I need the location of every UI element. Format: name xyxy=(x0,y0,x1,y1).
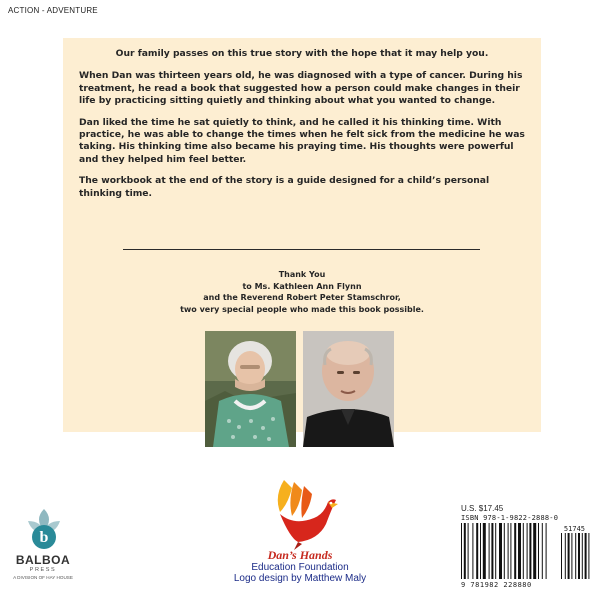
barcode-bar xyxy=(523,523,524,579)
isbn-text: ISBN 978-1-9822-2888-0 xyxy=(461,514,559,522)
barcode-bar xyxy=(461,523,462,579)
story-paragraph-3: The workbook at the end of the story is a guide designed for a child’s personal thinking time. xyxy=(79,175,490,199)
barcode-graphic xyxy=(461,523,593,581)
barcode-bar xyxy=(468,523,469,579)
barcode-addon-bar xyxy=(582,533,583,579)
barcode-addon-bar xyxy=(578,533,580,579)
foundation-subtitle: Education Foundation xyxy=(251,562,349,573)
barcode-bar xyxy=(510,523,511,579)
price-label: U.S. $17.45 xyxy=(461,504,504,513)
barcode-addon-bar xyxy=(588,533,589,579)
barcode-bar xyxy=(533,523,536,579)
barcode-addon-bar xyxy=(568,533,570,579)
back-cover-panel xyxy=(63,38,541,432)
story-intro: Our family passes on this true story with the hope that it may help you. xyxy=(115,48,489,59)
publisher-name: BALBOA xyxy=(15,553,71,567)
barcode-bar xyxy=(464,523,466,579)
acknowledgements xyxy=(63,269,541,315)
dans-hands-bird-logo xyxy=(254,478,358,552)
svg-text:51745: 51745 xyxy=(563,525,585,533)
genre-label: ACTION - ADVENTURE xyxy=(8,6,98,15)
foundation-title: Dan’s Hands xyxy=(267,548,333,562)
story-paragraph-1: When Dan was thirteen years old, he was diagnosed with a type of cancer. During his treatment, he read a book that suggested how a person could make changes in their life by practicing sitting quietly and thinking about what you wanted to change. xyxy=(79,70,523,107)
thanks-line-3: and the Reverend Robert Peter Stamschror, xyxy=(203,293,401,302)
photo-kathleen-flynn xyxy=(205,331,296,447)
thanks-line-1: Thank You xyxy=(278,270,326,279)
foundation-subtitle-block xyxy=(200,562,400,584)
barcode-bar xyxy=(518,523,521,579)
barcode-bar xyxy=(546,523,547,579)
barcode-bar xyxy=(489,523,490,579)
barcode-bar xyxy=(476,523,478,579)
publisher-press: PRESS xyxy=(29,567,57,573)
barcode-addon-bar xyxy=(585,533,587,579)
photo-robert-stamschror xyxy=(303,331,394,447)
barcode-addon-bar xyxy=(575,533,576,579)
barcode-bar xyxy=(495,523,496,579)
barcode-bar xyxy=(483,523,486,579)
thanks-line-4: two very special people who made this book possible. xyxy=(180,304,424,314)
divider-line xyxy=(123,249,480,250)
barcode-bar xyxy=(542,523,543,579)
barcode-bar xyxy=(527,523,528,579)
barcode-addon-bar xyxy=(561,533,562,579)
publisher-division: A DIVISION OF HAY HOUSE xyxy=(13,575,73,580)
barcode-addon-bar xyxy=(565,533,566,579)
barcode-bar xyxy=(504,523,505,579)
thanks-line-2: to Ms. Kathleen Ann Flynn xyxy=(242,281,362,291)
lotus-icon xyxy=(25,507,63,553)
barcode-bar xyxy=(508,523,509,579)
logo-credit: Logo design by Matthew Maly xyxy=(233,573,367,584)
barcode-bar xyxy=(499,523,502,579)
barcode-bar xyxy=(529,523,531,579)
barcode-addon-bar xyxy=(571,533,572,579)
barcode-bar xyxy=(480,523,481,579)
barcode-bar xyxy=(538,523,539,579)
barcode-number: 9 781982 228880 xyxy=(461,581,532,589)
story-text xyxy=(79,48,525,209)
story-paragraph-2: Dan liked the time he sat quietly to think, and he called it his thinking time. With practice, he was able to change the times when he felt sick from the medicine he was taking. His thinking time also became his praying time. His thoughts were powerful and they helped him feel better. xyxy=(79,116,525,165)
barcode-bar xyxy=(491,523,493,579)
balboa-press-logo xyxy=(6,507,86,587)
svg-text:b: b xyxy=(39,529,49,546)
barcode-bar xyxy=(472,523,473,579)
barcode-bar xyxy=(514,523,516,579)
